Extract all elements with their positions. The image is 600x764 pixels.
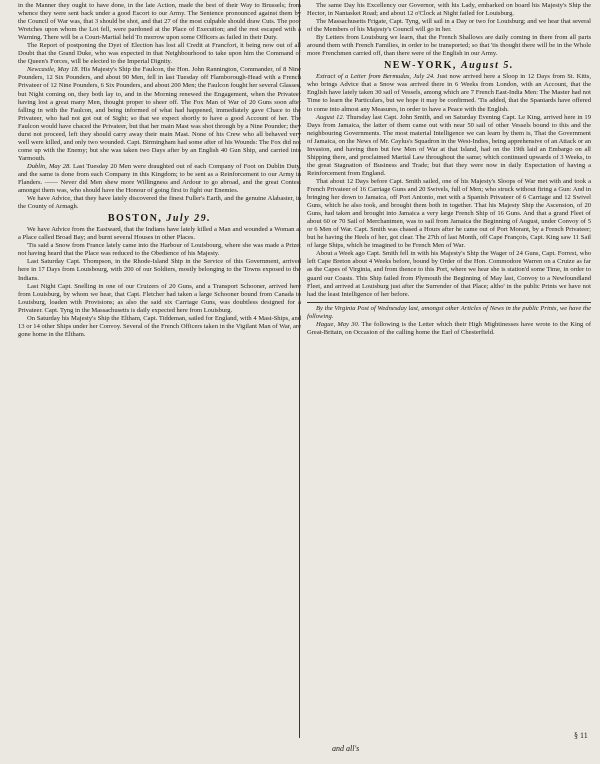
- heading-date: July 29.: [166, 213, 212, 225]
- heading-title: BOSTON,: [107, 213, 163, 225]
- dateline: Hague, May 30.: [316, 320, 360, 328]
- paragraph: 'Tis said a Snow from France lately came into the Harbour of Louisbourg, where she was made a Prize; not having heard that the Place was reduced to the Obedience of his Majesty.: [18, 242, 301, 258]
- section-separator: [307, 302, 591, 303]
- paragraph: Last Night Capt. Snelling in one of our Cruizers of 20 Guns, and a Transport Schooner, arrived here from Louisburg, by whom we hear, that Capt. Fletcher had taken a large Schooner bound from Canada to Louisburg, loaden with Provisions; as also the said six Carriage Guns, was doubtless designed for a Privateer. Capt. Tyng in the Massachusetts is daily expected here from Louisburg.: [18, 282, 301, 314]
- paragraph-text: Just now arrived here a Sloop in 12 Days from St. Kitts, who brings Advice that a Snow was arrived there in 6 Weeks from London, with an Account, that the English have lately taken 30 sail of Vessels, among which are 7 French East-India Men: The Master had not Time to learn the Particulars, but we hope it may be confirmed. 'Tis added, that the Spaniards have offered to come into almost any Measures, in order to have a Peace with the English.: [307, 73, 591, 113]
- paragraph: By Letters from Louisburg we learn, that the French Shallows are daily coming in there from all parts around them with French Families, in order to be transported; so that 'tis thought there will be in the Whole more Frenchmen carried off, than there were of the English in our Army.: [307, 34, 591, 58]
- paragraph: Last Saturday Capt. Thompson, in the Rhode-Island Ship in the Service of this Government, arrived here in 17 Days from Louisbourg, with 200 of our Soldiers, mostly belonging to the Towns exposed to the Indians.: [18, 258, 301, 282]
- paragraph: By the Virginia Post of Wednesday last, amongst other Articles of News in the public Prints, we have the following.: [307, 304, 591, 320]
- catchword: and all's: [332, 744, 360, 753]
- page-number: § 11: [574, 731, 588, 740]
- page-footer: [0, 731, 600, 762]
- dateline: Dublin, May 28.: [27, 162, 71, 170]
- paragraph-text: Last Tuesday 20 Men were draughted out of each Company of Foot on Dublin Duty, and the same is done from each Company in this Kingdom; to be sent as a Reinforcement to our Army in Flanders. —— Never did Men shew more Willingness and Ardour to go abroad, and the great Contest amongst them was, who should have the Honour of going first to fight our Enemies.: [18, 162, 301, 195]
- heading-title: NEW-YORK,: [384, 60, 457, 72]
- paragraph: [307, 321, 591, 337]
- paragraph: On Saturday his Majesty's Ship the Eltham, Capt. Tiddeman, sailed for England, with 4 Mast-Ships, and 13 or 14 other Ships under her Convoy. Several of the French Officers taken in the Vigilant Man of War, are gone home in the Eltham.: [18, 314, 301, 338]
- new-york-heading: [307, 60, 591, 72]
- paragraph: [18, 163, 301, 195]
- paragraph-text: His Majesty's Ship the Faulcon, the Hon. John Rannington, Commander, of 8 Nine Pounders, 12 Six Pounders, and about 90 Men, fell in last Tuesday off Flamborough-Head with a French Privateer of 12 Nine Pounders, 6 Six Pounders, and about 200 Men; the Faulcon fought her several Glasses, but Night coming on, they both lay to, and in the Morning renewed the Engagement, when the Privateer having lost a great many Men, thought proper to sheer off. The Fox Man of War of 20 Guns soon after falling in with the Faulcon, and being informed of what had happened, immediately gave Chace to the Privateer, who had not got out of Sight; so that we expect shortly to have a good Account of her. The Faulcon would have chaced the Privateer, but that her main Mast was shot through by a Nine Pounder; they durst not proceed, left they should carry away their main Mast. None of his Crew who all behaved very well were killed, and only two wounded. Capt. Birmingham had some after of his Wounds: The Fox did not come up with the Enemy; but she was taken two Days after by an English 40 Gun Ship, and carried into Yarmouth.: [18, 66, 301, 162]
- paragraph: [307, 73, 591, 113]
- paragraph: in the Manner they ought to have done, in the late Action, made the best of their Way to Brussels; from whence they were sent back under a good Escort to our Army. The Sentence pronounced against them by the Council of War was, that 3 should be shot, and that 27 of the most culpable should draw Cuts. The poor Wretches upon whom the Lot fell, were pardoned at the Place of Execution; and the rest escaped with a Warning. There will be a Court-Martial held To morrow upon some Officers as failed in their Duty.: [18, 2, 301, 42]
- paragraph: The Massachusetts Frigate, Capt. Tyng, will sail in a Day or two for Louisburg; and we hear that several of the Members of his Majesty's Council will go in her.: [307, 18, 591, 34]
- boston-heading: [18, 213, 301, 225]
- dateline: August 12.: [316, 113, 345, 121]
- paragraph: We have Advice, that they have lately discovered the finest Fuller's Earth, and the genuine Alabaster, in the County of Armagh.: [18, 195, 301, 211]
- paragraph: The Report of postponing the Dyet of Election has lost all Credit at Francfort, it being now out of all Doubt that the Grand Duke, who was expected in that Neighbourhood to take upon him the Command of the Queen's Forces, will be elected to the Imperial Dignity.: [18, 42, 301, 66]
- paragraph: That about 12 Days before Capt. Smith sailed, one of his Majesty's Sloops of War met with and took a French Privateer of 16 Carriage Guns and 20 Swivels, full of Men; who struck without firing a Gun: And in bringing her down to Jamaica, off Port Antonio, met with a Spanish Privateer of 6 Carriage and 12 Swivel Guns, which he also took, and brought them both in together. That his Majesty Ship the Ascension, of 20 Guns, had taken and brought into Jamaica a very large French Ship of 16 Guns. And that a grand Fleet of about 60 or 70 Sail of Merchantmen, was to sail from Jamaica the Beginning of August, under Convoy of 5 or 6 Men of War. Capt. Smith was chased a Hours after he came out of Port Morant, by a French Privateer; but he having the Heels of her, got clear. The 27th of last Month, off Cape François, Capt. King saw 11 Sail of large Ships, which he imagined to be French Men of War.: [307, 177, 591, 250]
- right-column: [307, 2, 591, 337]
- dateline: Extract of a Letter from Bermudas, July 24.: [316, 73, 435, 81]
- heading-date: August 5.: [460, 60, 514, 72]
- column-rule: [299, 0, 300, 738]
- paragraph: [18, 66, 301, 163]
- left-column: [18, 2, 301, 339]
- paragraph: About a Week ago Capt. Smith fell in with his Majesty's Ship the Wager of 24 Guns, Capt. Forrest, who left Cape Breton about 4 Weeks before, bound by Order of the Hon. Commodore Warren on a Cruize as far as the Capes of Virginia, and from thence to this Port, where we hear she is station'd some Time, in order to guard our Coasts. This Ship failed from Plymouth the Beginning of May last, Convoy to a Newfoundland Fleet, and arrived at Louisburg just after the Surrender of that Place; altho' in the public Prints we have not had the least Intelligence of her before.: [307, 250, 591, 298]
- paragraph-text: Thursday last Capt. John Smith, and on Saturday Evening Capt. Le King, arrived here in 19 Days from Jamaica, the latter of them came out with near 50 sail of other Vessels bound to this and the neighbouring Governments. The most material Intelligence we can learn by them is, That the Government of Jamaica, on the News of Mr. Caylus's Squadron in the West-Indies, being apprehensive of an Attack or an Invasion, and having then but few Men of War at that Island, had on the 19th laid an Embargo on all Shipping there, and proclaimed Martial Law throughout the same; which continued upwards of 3 Weeks, to the great Stagnation of Business and Trade; but that they were now in daily Expectation of having a Reinforcement from England.: [307, 113, 591, 177]
- paragraph: [307, 114, 591, 178]
- dateline: Newcastle, May 18.: [27, 66, 80, 74]
- paragraph-text: The following is the Letter which their High Mightinesses have wrote to the King of Great-Britain, on Occasion of the calling home the Earl of Chesterfield.: [307, 320, 591, 336]
- paragraph: The same Day his Excellency our Governor, with his Lady, embarked on board his Majesty's Ship the Hector, in Nantasket Road; and about 12 o'Clock at Night failed for Louisburg.: [307, 2, 591, 18]
- paragraph: We have Advice from the Eastward, that the Indians have lately killed a Man and wounded a Woman at a Place called Broad Bay; and burnt several Houses in other Places.: [18, 226, 301, 242]
